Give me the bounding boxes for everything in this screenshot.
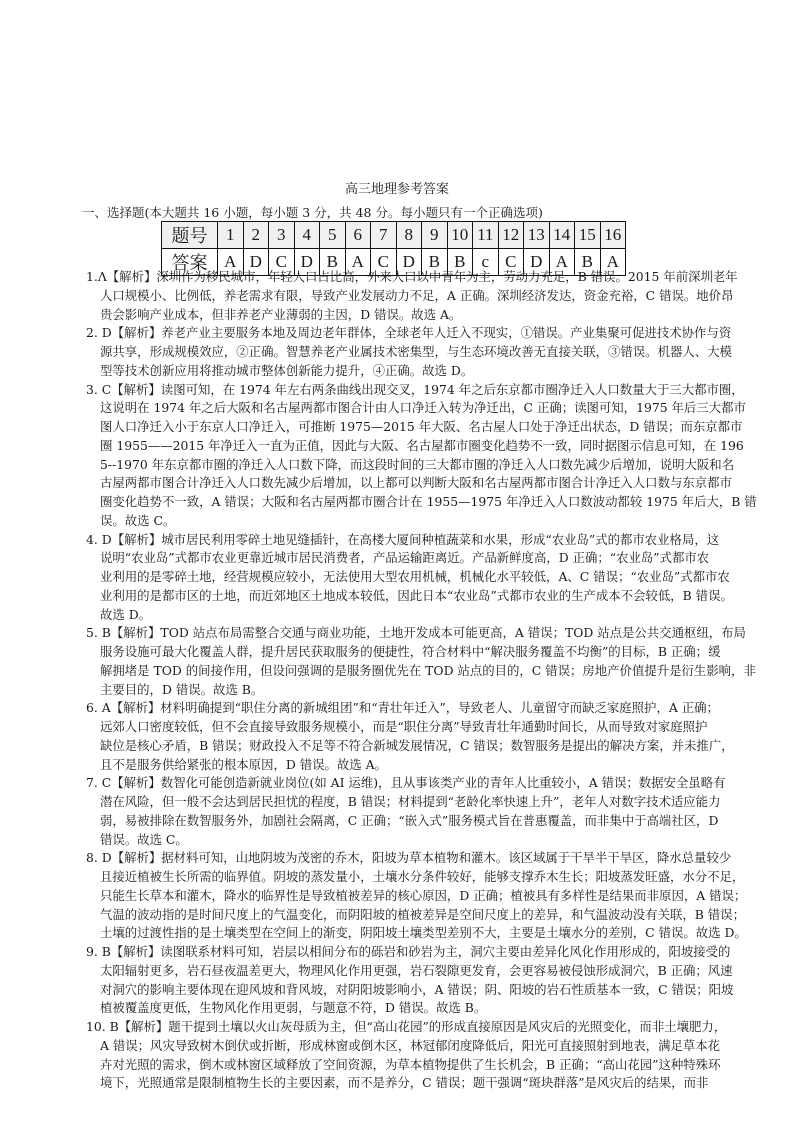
answer-cell: D: [243, 249, 269, 276]
question-number-cell: 2: [243, 222, 269, 249]
explanation-line: 气温的波动指的是时间尺度上的气温变化，而阴阳坡的植被差异是空间尺度上的差异，和气温波动没有关联，B 错误；: [100, 906, 745, 922]
question-number-cell: 5: [320, 222, 346, 249]
explanation-line: 源共享，形成规模效应，②正确。智慧养老产业属技术密集型，与生态环境改善无直接关联，③错误。机器人、大模: [100, 344, 732, 359]
explanation-line: 5. B【解析】TOD 站点布局需整合交通与商业功能，土地开发成本可能更高，A 错误；TOD 站点是公共交通枢纽，布局: [86, 625, 746, 641]
answer-cell: D: [396, 249, 422, 276]
answer-explanations: [86, 268, 757, 1093]
explanation-line: 图人口净迁入小于东京人口净迁入，可推断 1975—2015 年大阪、名古屋人口处于净迁出状态，D 错误；而东京都市: [100, 419, 743, 434]
answer-cell: A: [600, 249, 626, 276]
explanation-line: 植被覆盖度更低，生物风化作用更弱，与题意不符，D 错误。故选 B。: [100, 1000, 487, 1016]
explanation-line: 潜在风险，但一般不会达到居民担忧的程度，B 错误；材料提到“老龄化率快速上升”，老年人对数字技术适应能力: [100, 794, 721, 809]
explanation-line: 缺位是核心矛盾，B 错误；财政投入不足等不符合新城发展情况，C 错误；数智服务是提出的解决方案，并未推广，: [100, 737, 734, 753]
explanation-line: 业利用的是零碎土地，经营规模应较小，无法使用大型农用机械，机械化水平较低，A、C 错误；“农业岛”式都市农: [100, 569, 730, 584]
answer-cell: A: [549, 249, 575, 276]
explanation-item: [86, 268, 738, 324]
explanation-line: 土壤的过渡性指的是土壤类型在空间上的渐变，阴阳坡土壤类型差别不大，主要是土壤水分的差别，C 错误。故选 D。: [100, 925, 747, 941]
explanation-item: [86, 774, 726, 849]
page-title: 高三地理参考答案: [344, 182, 449, 197]
explanation-line: 圈 1955——2015 年净迁入一直为正值，因此与大阪、名古屋都市圈变化趋势不一致，同时据图示信息可知，在 196: [100, 437, 744, 453]
answer-cell: C: [269, 249, 295, 276]
explanation-item: [86, 849, 747, 943]
question-number-cell: 1: [218, 222, 244, 249]
explanation-line: 4. D【解析】城市居民利用零碎土地见缝插针，在高楼大厦间种植蔬菜和水果，形成“农业岛”式的都市农业格局，这: [86, 531, 720, 547]
explanation-item: [86, 699, 734, 774]
answer-cell: C: [498, 249, 524, 276]
explanation-line: 主要目的，D 错误。故选 B。: [100, 681, 264, 697]
answer-cell: D: [524, 249, 550, 276]
explanation-line: 6. A【解析】材料明确提到“职住分离的新城组团”和“青壮年迁入”，导致老人、儿童留守而缺乏家庭照护，A 正确；: [86, 700, 719, 716]
explanation-item: [86, 381, 757, 531]
question-number-cell: 15: [575, 222, 601, 249]
explanation-item: [86, 1018, 727, 1093]
explanation-line: 卉对光照的需求，倒木或林窗区域释放了空间资源，为草本植物提供了生长机会，B 正确；“高山花园”这种特殊环: [100, 1056, 721, 1072]
explanation-line: 5--1970 年东京都市圈的净迁入人口数下降，而这段时间的三大都市圈的净迁入人口数先减少后增加，说明大阪和名: [100, 456, 735, 472]
explanation-line: 1.Λ【解析】深圳作为移民城市，年轻人口占比高，外来人口以中青年为主，劳动力充足，B 错误。2015 年前深圳老年: [86, 269, 738, 284]
explanation-line: 弱，易被排除在数智服务外，加剧社会隔离，C 正确；“嵌入式”服务模式旨在普惠覆盖，而非集中于高端社区，D: [100, 812, 719, 828]
answer-cell: B: [422, 249, 448, 276]
question-number-cell: 11: [473, 222, 499, 249]
question-number-cell: 8: [396, 222, 422, 249]
explanation-item: [86, 324, 732, 380]
answer-cell: D: [294, 249, 320, 276]
explanation-line: 太阳辐射更多，岩石昼夜温差更大，物理风化作用更强，岩石裂隙更发育，会更容易被侵蚀形成洞穴，B 正确；风速: [100, 962, 733, 978]
explanation-line: 远郊人口密度较低，但不会直接导致服务规模小，而是“职住分离”导致青壮年通勤时间长，从而导致对家庭照护: [100, 719, 708, 734]
answer-cell: B: [575, 249, 601, 276]
answer-cell: B: [447, 249, 473, 276]
explanation-item: [86, 943, 734, 1018]
question-number-cell: 7: [371, 222, 397, 249]
explanation-line: 业利用的是都市区的土地，而近郊地区土地成本较低，因此日本“农业岛”式都市农业的生产成本不会较低，B 错误。: [100, 587, 733, 603]
explanation-item: [86, 624, 756, 699]
question-number-cell: 16: [600, 222, 626, 249]
question-number-cell: 3: [269, 222, 295, 249]
explanation-line: 错误。故选 C。: [100, 831, 188, 847]
answer-cell: c: [473, 249, 499, 276]
explanation-line: 境下，光照通常是限制植物生长的主要因素，而不是养分，C 错误；题干强调“斑块群落”是风灾后的结果，而非: [100, 1075, 709, 1091]
explanation-item: [86, 531, 733, 625]
explanation-line: 10. B【解析】题干提到土壤以火山灰母质为主，但“高山花园”的形成直接原因是风灾后的光照变化，而非土壤肥力，: [86, 1019, 727, 1034]
explanation-line: 8. D【解析】据材料可知，山地阴坡为茂密的乔木，阳坡为草本植物和灌木。该区域属于干旱半干旱区，降水总量较少: [86, 850, 732, 866]
question-number-row: [162, 222, 626, 249]
explanation-line: 解拥堵是 TOD 的间接作用，但设问强调的是服务圈优先在 TOD 站点的目的，C 错误；房地产价值提升是衍生影响，非: [100, 662, 756, 678]
question-number-cell: 9: [422, 222, 448, 249]
explanation-line: A 错误；风灾导致树木倒伏或折断，形成林窗或倒木区，林冠郁闭度降低后，阳光可直接照射到地表，满足草本花: [100, 1037, 721, 1053]
explanation-line: 9. B【解析】读图联系材料可知，岩层以相间分布的砾岩和砂岩为主，洞穴主要由差异化风化作用形成的，阳坡接受的: [86, 944, 731, 959]
explanation-line: 且接近植被生长所需的临界值。阴坡的蒸发量小，土壤水分条件较好，能够支撑乔木生长；阳坡蒸发旺盛，水分不足，: [100, 869, 745, 884]
question-number-cell: 4: [294, 222, 320, 249]
question-number-cell: 6: [345, 222, 371, 249]
explanation-line: 3. C【解析】读图可知，在 1974 年左右两条曲线出现交叉，1974 年之后东京都市圈净迁入人口数量大于三大都市圈，: [86, 381, 744, 397]
answer-cell: A: [345, 249, 371, 276]
explanation-line: 古屋两都市图合计净迁入人口数先减少后增加，以上都可以判断大阪和名古屋两都市图合计净迁入人口数与东京都市: [100, 475, 732, 491]
explanation-line: 这说明在 1974 年之后大阪和名古屋两都市图合计由人口净迁入转为净迁出，C 正确；读图可知，1975 年后三大都市: [100, 400, 746, 416]
question-number-cell: 12: [498, 222, 524, 249]
answer-cell: C: [371, 249, 397, 276]
explanation-line: 说明“农业岛”式都市农业更靠近城市居民消费者，产品运输距离近。产品新鲜度高，D 正确；“农业岛”式都市农: [100, 550, 710, 566]
question-number-cell: 14: [549, 222, 575, 249]
explanation-line: 人口规模小、比例低，养老需求有限，导致产业发展动力不足，A 正确。深圳经济发达，资金充裕，C 错误。地价昂: [100, 287, 734, 303]
explanation-line: 且不是服务供给紧张的根本原因，D 错误。故选 A。: [100, 756, 387, 772]
explanation-line: 2. D【解析】养老产业主要服务本地及周边老年群体，全球老年人迁入不现实，①错误。产业集聚可促进技术协作与资: [86, 325, 732, 341]
explanation-line: 贵会影响产业成本，但非养老产业薄弱的主因，D 错误。故选 A。: [100, 306, 462, 322]
answer-cell: A: [218, 249, 244, 276]
explanation-line: 型等技术创新应用将推动城市整体创新能力提升，④正确。故选 D。: [100, 362, 474, 378]
question-number-cell: 13: [524, 222, 550, 249]
explanation-line: 只能生长草本和灌木，降水的临界性是导致植被差异的核心原因，D 正确；植被具有多样性是结果而非原因，A 错误；: [100, 887, 747, 903]
explanation-line: 对洞穴的影响主要体现在迎风坡和背风坡，对阴阳坡影响小，A 错误；阴、阳坡的岩石性质基本一致，C 错误；阳坡: [100, 981, 734, 997]
explanation-line: 误。故选 C。: [100, 512, 176, 528]
explanation-line: 圈变化趋势不一致，A 错误；大阪和名古屋两都市圈合计在 1955—1975 年净迁入人口数波动都较 1975 年后大，B 错: [100, 494, 757, 509]
row-header: 题号: [162, 222, 218, 249]
row-header: 答案: [162, 249, 218, 276]
section-heading: 一、选择题(本大题共 16 小题，每小题 3 分，共 48 分。每小题只有一个正确选项): [82, 205, 543, 220]
explanation-line: 服务设施可最大化覆盖人群，提升居民获取服务的便捷性，符合材料中“解决服务覆盖不均衡”的目标，B 正确；缓: [100, 644, 721, 659]
question-number-cell: 10: [447, 222, 473, 249]
explanation-line: 故选 D。: [100, 606, 152, 622]
explanation-line: 7. C【解析】数智化可能创造新就业岗位(如 AI 运维)，且从事该类产业的青年人比重较小，A 错误；数据安全虽略有: [86, 775, 726, 791]
answer-cell: B: [320, 249, 346, 276]
